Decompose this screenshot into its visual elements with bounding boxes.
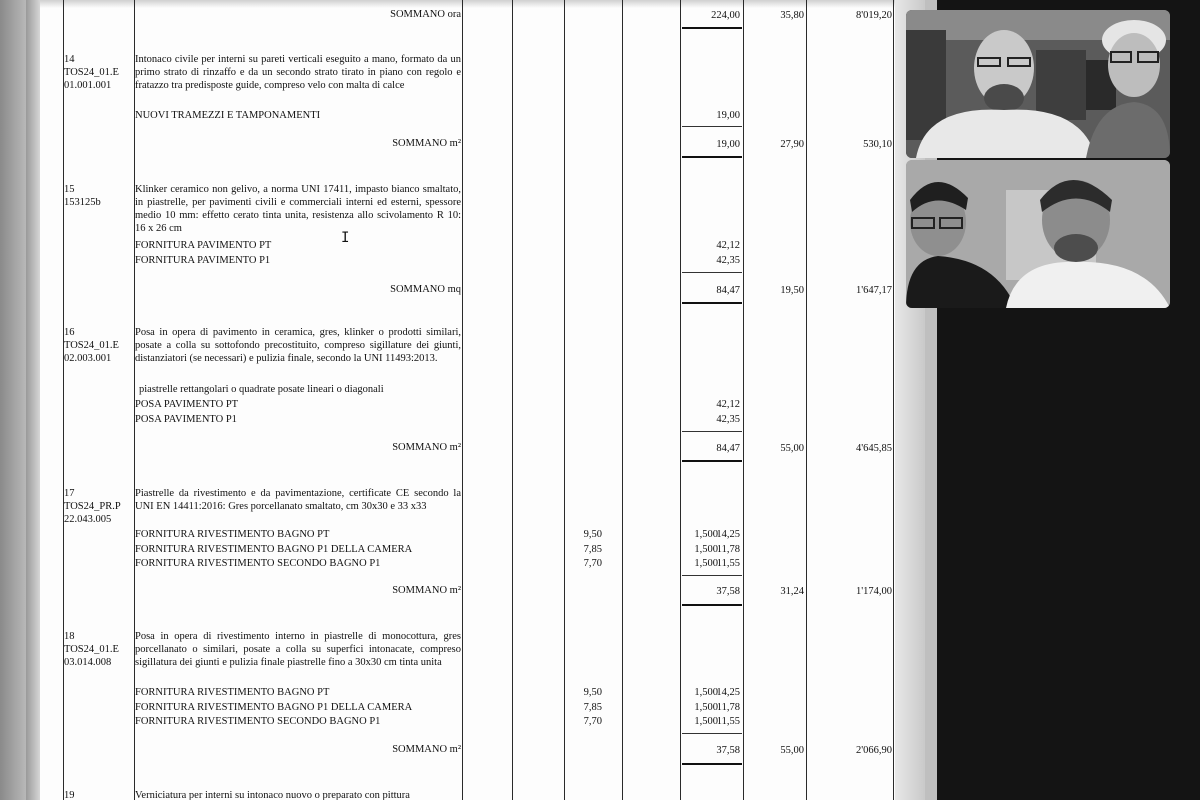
participant-video-1-icon [906,10,1170,158]
entry-item-label: FORNITURA PAVIMENTO P1 [135,255,271,266]
entry-description: Intonaco civile per interni su pareti verticali eseguito a mano, formato da un primo strato di rinzaffo e da un secondo strato tirato in piano con regolo e fratazzo tra predisposte guide, compreso velo con malta di calce [135,54,461,91]
table-column-line [893,0,894,800]
entry-number: 19 [64,790,75,800]
entry-item-label: FORNITURA RIVESTIMENTO SECONDO BAGNO P1 [135,558,381,569]
table-column-line [743,0,744,800]
entry-item-height: 1,500 [694,702,718,713]
table-column-line [564,0,565,800]
entry-description: Verniciatura per interni su intonaco nuovo o preparato con pittura [135,790,410,800]
subtotal-line [682,272,742,273]
entry-item-height: 1,500 [694,544,718,555]
summary-label: SOMMANO m² [392,138,461,149]
table-column-line [462,0,463,800]
summary-label: SOMMANO m² [392,585,461,596]
entry-number: 14 [64,54,75,65]
entry-item-label: NUOVI TRAMEZZI E TAMPONAMENTI [135,110,321,121]
page-top-shade [40,0,895,8]
summary-amount: 8'019,20 [855,10,892,21]
subtotal-line [682,431,742,432]
summary-underline [682,302,742,304]
summary-label: SOMMANO ora [390,9,461,20]
summary-amount: 1'174,00 [855,586,892,597]
entry-item-quantity: 11,55 [716,716,740,727]
summary-label: SOMMANO m² [392,442,461,453]
entry-item-quantity: 42,12 [716,240,740,251]
entry-code: TOS24_01.E 03.014.008 [64,644,119,668]
window-left-edge [0,0,26,800]
table-column-line [63,0,64,800]
summary-underline [682,604,742,606]
entry-item-quantity: 14,25 [716,687,740,698]
summary-amount: 2'066,90 [855,745,892,756]
participant-video-tile-1[interactable] [906,10,1170,158]
summary-amount: 530,10 [863,139,892,150]
entry-item-label: FORNITURA RIVESTIMENTO SECONDO BAGNO P1 [135,716,381,727]
summary-quantity: 19,00 [716,139,740,150]
text-cursor-ibeam-icon: I [341,230,350,246]
summary-amount: 1'647,17 [855,285,892,296]
table-column-line [622,0,623,800]
entry-item-quantity: 42,12 [716,399,740,410]
summary-underline [682,156,742,158]
entry-item-length: 9,50 [583,687,602,698]
entry-item-quantity: 14,25 [716,529,740,540]
entry-item-label: FORNITURA RIVESTIMENTO BAGNO P1 DELLA CAMERA [135,702,413,713]
summary-quantity: 37,58 [716,586,740,597]
entry-item-quantity: 11,78 [716,544,740,555]
summary-price: 55,00 [780,443,804,454]
entry-item-length: 7,85 [583,544,602,555]
subtotal-line [682,126,742,127]
summary-price: 31,24 [780,586,804,597]
entry-subdescription: piastrelle rettangolari o quadrate posate lineari o diagonali [139,384,384,395]
table-column-line [806,0,807,800]
summary-price: 55,00 [780,745,804,756]
participant-video-tile-2[interactable] [906,160,1170,308]
entry-code: 153125b [64,197,101,208]
entry-item-label: POSA PAVIMENTO P1 [135,414,237,425]
entry-description: Klinker ceramico non gelivo, a norma UNI 17411, impasto bianco smaltato, in piastrelle, per pavimenti civili e commerciali interni ed esterni, spessore medio 10 mm: effetto cerato tinta unita, resistenza allo scivolamento R 10: 16 x 26 cm [135,184,461,234]
entry-item-label: FORNITURA PAVIMENTO PT [135,240,272,251]
entry-item-height: 1,500 [694,529,718,540]
entry-code: TOS24_01.E 02.003.001 [64,340,119,364]
entry-item-label: FORNITURA RIVESTIMENTO BAGNO PT [135,529,330,540]
table-column-line [512,0,513,800]
summary-price: 27,90 [780,139,804,150]
entry-code: TOS24_PR.P 22.043.005 [64,501,121,525]
summary-underline [682,27,742,29]
entry-item-label: POSA PAVIMENTO PT [135,399,239,410]
summary-label: SOMMANO mq [390,284,461,295]
entry-item-quantity: 42,35 [716,414,740,425]
summary-underline [682,763,742,765]
entry-item-height: 1,500 [694,687,718,698]
entry-number: 15 [64,184,75,195]
entry-item-length: 7,85 [583,702,602,713]
entry-item-quantity: 11,55 [716,558,740,569]
summary-quantity: 84,47 [716,443,740,454]
subtotal-line [682,575,742,576]
entry-item-quantity: 11,78 [716,702,740,713]
summary-quantity: 37,58 [716,745,740,756]
summary-amount: 4'645,85 [855,443,892,454]
entry-number: 18 [64,631,75,642]
entry-item-label: FORNITURA RIVESTIMENTO BAGNO P1 DELLA CAMERA [135,544,413,555]
document-shadow [26,0,40,800]
entry-item-length: 7,70 [583,558,602,569]
entry-item-quantity: 42,35 [716,255,740,266]
entry-item-length: 7,70 [583,716,602,727]
entry-description: Posa in opera di rivestimento interno in piastrelle di monocottura, gres porcellanato o similari, posate a colla su superfici intonacate, compreso sigillatura dei giunti e pulizia finale piastrelle fino a 30x30 cm tinta unita [135,631,461,668]
summary-label: SOMMANO m² [392,744,461,755]
summary-quantity: 84,47 [716,285,740,296]
entry-item-label: FORNITURA RIVESTIMENTO BAGNO PT [135,687,330,698]
entry-number: 16 [64,327,75,338]
entry-description: Piastrelle da rivestimento e da pavimentazione, certificate CE secondo la UNI EN 14411:2016: Gres porcellanato smaltato, cm 30x30 e 33 x33 [135,488,461,512]
entry-item-length: 9,50 [583,529,602,540]
document-page[interactable] [40,0,895,800]
table-column-line [680,0,681,800]
entry-item-quantity: 19,00 [716,110,740,121]
subtotal-line [682,733,742,734]
entry-number: 17 [64,488,75,499]
entry-item-height: 1,500 [694,716,718,727]
summary-quantity: 224,00 [711,10,740,21]
entry-code: TOS24_01.E 01.001.001 [64,67,119,91]
summary-underline [682,460,742,462]
participant-video-2-icon [906,160,1170,308]
summary-price: 19,50 [780,285,804,296]
entry-item-height: 1,500 [694,558,718,569]
entry-description: Posa in opera di pavimento in ceramica, gres, klinker o prodotti similari, posate a colla su sottofondo precostituito, compreso sigillature dei giunti, distanziatori (se necessari) e pulizia finale, secondo la UNI 11493:2013. [135,327,461,364]
summary-price: 35,80 [780,10,804,21]
